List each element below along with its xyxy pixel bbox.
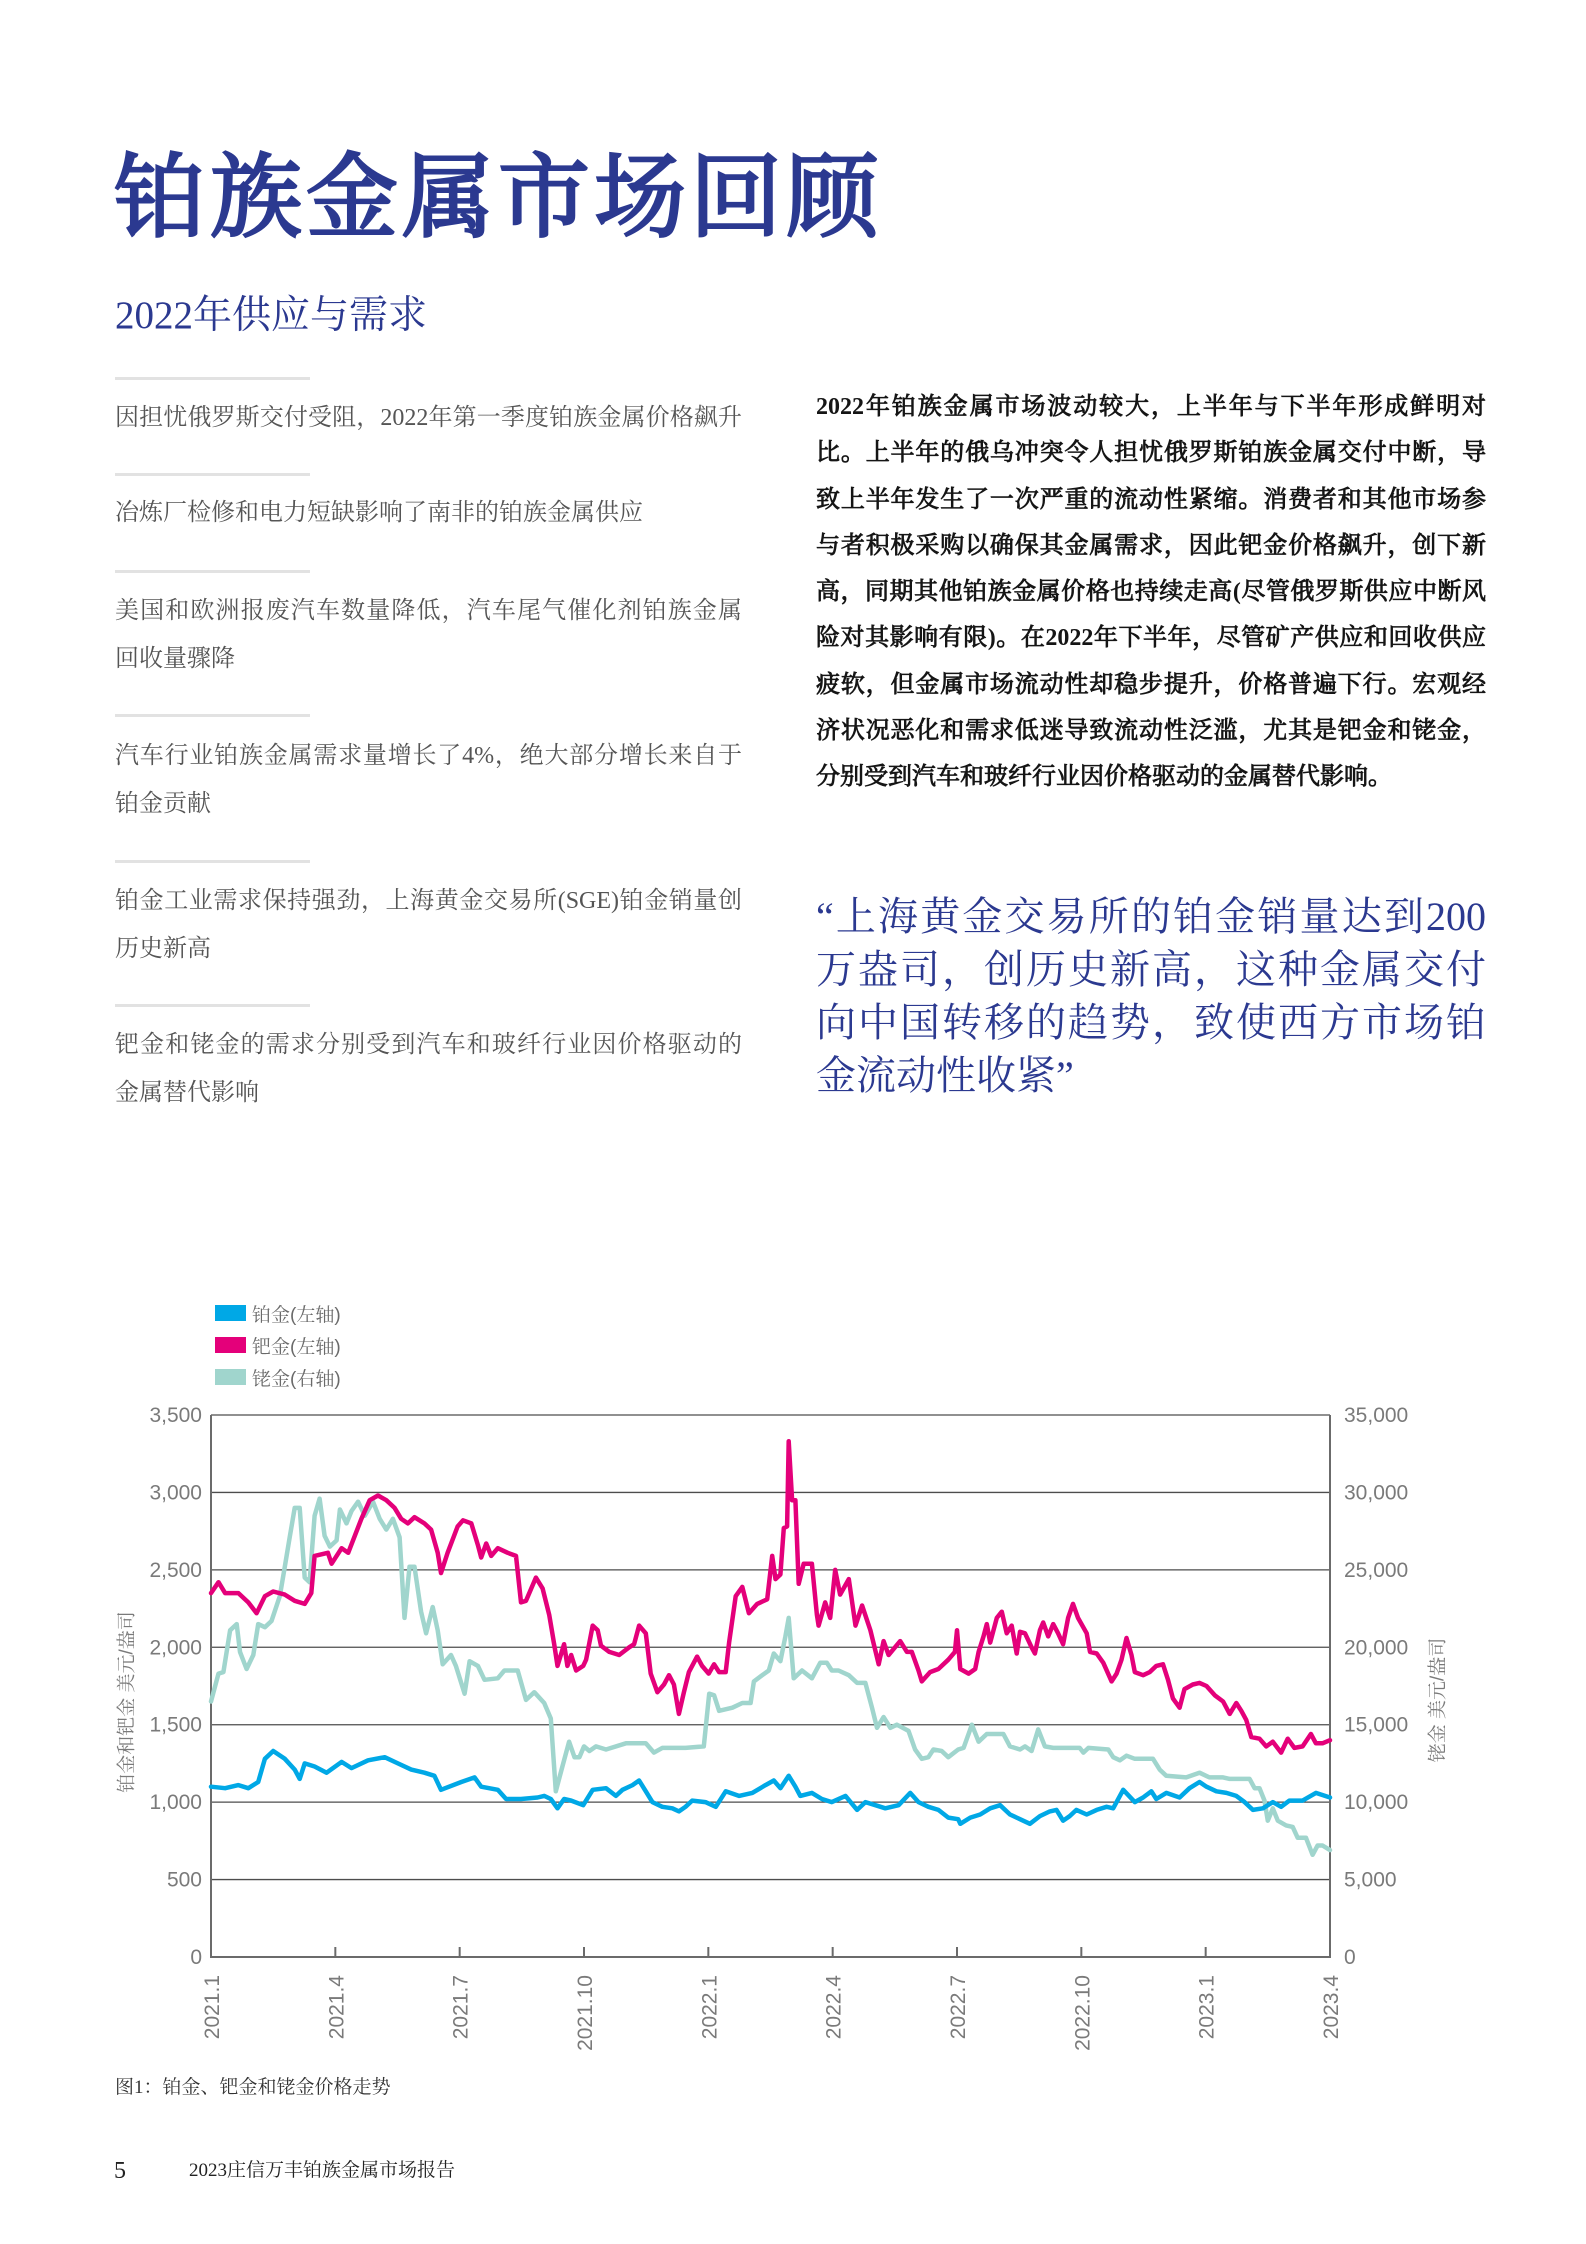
price-chart — [0, 1270, 1586, 2070]
y-tick-label-right: 30,000 — [1344, 1481, 1409, 1505]
y-tick-label-right: 15,000 — [1344, 1713, 1409, 1737]
highlight-item — [115, 877, 742, 973]
series-line-rhodium — [211, 1499, 1330, 1855]
highlight-line: 铂金工业需求保持强劲，上海黄金交易所(SGE)铂金销量创 — [115, 888, 742, 914]
figure-caption: 图1：铂金、钯金和铑金价格走势 — [115, 2077, 391, 2098]
page-title: 铂族金属市场回顾 — [114, 144, 883, 251]
quote-line: 金流动性收紧” — [816, 1053, 1074, 1098]
y-tick-label-right: 10,000 — [1344, 1791, 1409, 1815]
footer-report-title: 2023庄信万丰铂族金属市场报告 — [189, 2160, 456, 2181]
divider — [115, 570, 310, 573]
y-tick-label-left: 3,500 — [149, 1404, 202, 1427]
summary-line: 高，同期其他铂族金属价格也持续走高(尽管俄罗斯供应中断风 — [816, 579, 1486, 606]
section-subtitle: 2022年供应与需求 — [115, 294, 428, 337]
highlight-item — [115, 732, 742, 828]
y-tick-label-left: 2,500 — [149, 1558, 202, 1582]
divider — [115, 860, 310, 863]
highlight-item — [115, 489, 742, 537]
x-tick-label: 2023.1 — [1195, 1975, 1219, 2040]
pull-quote — [816, 890, 1486, 1102]
summary-line: 比。上半年的俄乌冲突令人担忧俄罗斯铂族金属交付中断，导 — [816, 440, 1486, 467]
summary-line: 疲软，但金属市场流动性却稳步提升，价格普遍下行。宏观经 — [816, 671, 1486, 698]
y-tick-label-right: 35,000 — [1344, 1404, 1409, 1427]
market-summary-paragraph — [816, 384, 1486, 801]
legend-label: 钯金(左轴) — [252, 1336, 341, 1358]
highlight-line: 金属替代影响 — [115, 1080, 259, 1106]
y-tick-label-left: 2,000 — [149, 1636, 202, 1660]
highlight-line: 美国和欧洲报废汽车数量降低，汽车尾气催化剂铂族金属 — [115, 598, 742, 624]
summary-line: 济状况恶化和需求低迷导致流动性泛滥，尤其是钯金和铑金， — [816, 718, 1486, 745]
page-number: 5 — [114, 2158, 126, 2184]
y-tick-label-left: 0 — [190, 1946, 202, 1969]
summary-line: 与者积极采购以确保其金属需求，因此钯金价格飙升，创下新 — [816, 532, 1486, 559]
x-tick-label: 2021.7 — [449, 1975, 473, 2040]
x-tick-label: 2023.4 — [1320, 1975, 1343, 2040]
highlight-item — [115, 1021, 742, 1117]
y-tick-label-left: 1,500 — [149, 1713, 202, 1737]
x-tick-label: 2021.10 — [574, 1975, 597, 2051]
highlight-line: 因担忧俄罗斯交付受阻，2022年第一季度铂族金属价格飙升 — [115, 405, 742, 431]
series-line-palladium — [211, 1441, 1330, 1752]
y-tick-label-right: 25,000 — [1344, 1558, 1409, 1582]
divider — [115, 714, 310, 717]
summary-line: 分别受到汽车和玻纤行业因价格驱动的金属替代影响。 — [816, 764, 1392, 791]
highlight-item — [115, 587, 742, 683]
y-tick-label-left: 3,000 — [149, 1481, 202, 1505]
divider — [115, 473, 310, 476]
y-axis-title-left: 铂金和钯金 美元/盎司 — [116, 1611, 138, 1793]
x-tick-label: 2022.4 — [822, 1975, 846, 2040]
legend-label: 铑金(右轴) — [252, 1368, 341, 1390]
highlight-line: 铂金贡献 — [115, 791, 211, 817]
x-tick-label: 2022.1 — [698, 1975, 722, 2040]
y-tick-label-left: 500 — [166, 1868, 202, 1892]
x-tick-label: 2022.7 — [947, 1975, 970, 2040]
highlight-line: 汽车行业铂族金属需求量增长了4%，绝大部分增长来自于 — [115, 743, 742, 769]
highlight-line: 钯金和铑金的需求分别受到汽车和玻纤行业因价格驱动的 — [115, 1032, 742, 1058]
highlight-line: 冶炼厂检修和电力短缺影响了南非的铂族金属供应 — [115, 500, 643, 526]
summary-line: 2022年铂族金属市场波动较大，上半年与下半年形成鲜明对 — [816, 394, 1486, 420]
quote-line: 向中国转移的趋势，致使西方市场铂 — [816, 1000, 1486, 1045]
x-tick-label: 2021.1 — [201, 1975, 224, 2040]
y-tick-label-right: 20,000 — [1344, 1636, 1409, 1660]
quote-line: 万盎司，创历史新高，这种金属交付 — [816, 947, 1486, 992]
quote-line: “上海黄金交易所的铂金销量达到200 — [816, 894, 1486, 939]
x-tick-label: 2021.4 — [325, 1975, 349, 2040]
divider — [115, 1004, 310, 1007]
y-tick-label-left: 1,000 — [149, 1791, 202, 1815]
x-tick-label: 2022.10 — [1071, 1975, 1095, 2051]
highlight-item — [115, 394, 742, 442]
summary-line: 险对其影响有限)。在2022年下半年，尽管矿产供应和回收供应 — [816, 625, 1486, 652]
y-tick-label-right: 5,000 — [1344, 1868, 1397, 1892]
y-axis-title-right: 铑金 美元/盎司 — [1427, 1637, 1449, 1763]
highlight-line: 历史新高 — [115, 936, 211, 962]
highlight-line: 回收量骤降 — [115, 646, 235, 672]
series-line-platinum — [211, 1751, 1330, 1824]
legend-label: 铂金(左轴) — [252, 1304, 341, 1326]
divider — [115, 377, 310, 380]
summary-line: 致上半年发生了一次严重的流动性紧缩。消费者和其他市场参 — [816, 486, 1486, 513]
y-tick-label-right: 0 — [1344, 1946, 1356, 1969]
